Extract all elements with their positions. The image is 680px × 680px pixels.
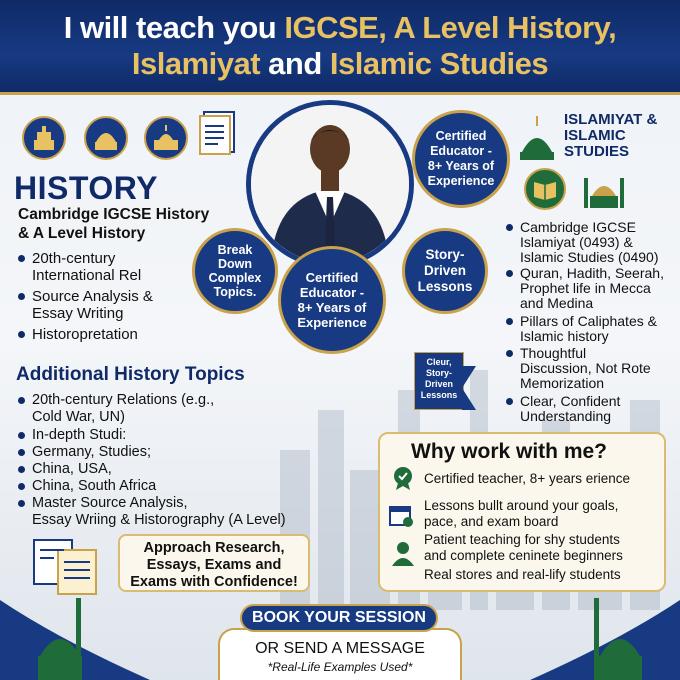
- bullet-line: Cold War, UN): [32, 409, 125, 425]
- bubble-line: Driven: [423, 263, 467, 278]
- mosque-silhouette-right: [530, 560, 680, 680]
- history-bullet: [18, 288, 153, 322]
- bubble-line: Topics.: [213, 285, 257, 299]
- header-text-islamiyat: Islamiyat: [131, 46, 261, 81]
- bubble-line: Break: [217, 243, 253, 257]
- approach-line: Exams with Confidence!: [130, 574, 298, 590]
- bullet-line: Thoughtful: [520, 345, 587, 361]
- header-text-islamic-studies: Islamic Studies: [329, 46, 549, 81]
- bullet-line: Islamic Studies (0490): [520, 249, 659, 265]
- bubble-line: 8+ Years of: [427, 159, 495, 173]
- bubble-line: Certified: [435, 129, 487, 143]
- bullet-line: Discussion, Not Rote: [520, 360, 651, 376]
- ribbon-line: Cleur,: [426, 357, 452, 367]
- break-down-bubble: [192, 228, 278, 314]
- additional-bullet: [18, 444, 151, 461]
- bullet-line: Islamic history: [520, 328, 609, 344]
- dome-icon: [84, 116, 128, 160]
- additional-bullet: [18, 392, 214, 426]
- header-text-white: I will teach you: [63, 10, 285, 45]
- history-title: HISTORY: [14, 170, 158, 206]
- islamiyat-bullet: [506, 394, 680, 424]
- mosque-silhouette-left: [0, 560, 150, 680]
- islamiyat-bullet: [506, 314, 680, 344]
- history-bullet: [18, 250, 141, 284]
- bullet-line: and Medina: [520, 295, 594, 311]
- additional-bullet: [18, 478, 156, 495]
- certified-educator-bubble-center: [278, 246, 386, 354]
- bullet-line: In-depth Studi:: [32, 427, 127, 443]
- why-line: Patient teaching for shy students: [424, 532, 620, 547]
- ribbon-line: Story-: [425, 368, 452, 378]
- why-line: and complete ceninete beginners: [424, 548, 623, 563]
- bullet-line: Understanding: [520, 408, 612, 424]
- why-item-4: Real stores and real-lify students: [424, 567, 621, 582]
- bullet-line: Quran, Hadith, Seerah,: [520, 265, 664, 281]
- ribbon-line: Driven: [424, 379, 453, 389]
- why-item-1: Certified teacher, 8+ years erience: [424, 471, 630, 486]
- ribbon-tail: [462, 366, 476, 410]
- teacher-portrait: [246, 100, 414, 268]
- why-line: pace, and exam board: [424, 514, 559, 529]
- bullet-line: Cambridge IGCSE: [520, 219, 636, 235]
- bullet-line: International Rel: [32, 267, 142, 284]
- certified-educator-bubble-top: [412, 110, 510, 208]
- additional-bullet: [18, 495, 286, 529]
- bullet-line: Essay Writing: [32, 305, 124, 322]
- history-bullet: [18, 326, 138, 343]
- bullet-line: Master Source Analysis,: [32, 495, 188, 511]
- header-text-gold: IGCSE, A Level History,: [284, 10, 617, 45]
- bullet-line: Pillars of Caliphates &: [520, 313, 657, 329]
- story-driven-ribbon: [414, 352, 464, 410]
- bullet-line: Historopretation: [32, 326, 138, 343]
- islamiyat-bullet: [506, 346, 680, 391]
- bullet-line: Memorization: [520, 375, 605, 391]
- bullet-line: Source Analysis &: [32, 288, 153, 305]
- bubble-line: Story-: [425, 247, 465, 262]
- bullet-line: Islamiyat (0493) &: [520, 234, 633, 250]
- header-line-1: [0, 10, 680, 46]
- why-line: Lessons bullt around your goals,: [424, 498, 619, 513]
- medal-icon: [390, 465, 416, 491]
- calendar-icon: [388, 502, 414, 528]
- bubble-line: Experience: [427, 174, 495, 188]
- additional-bullet: [18, 461, 112, 478]
- bullet-line: 20th-century Relations (e.g.,: [32, 392, 215, 408]
- additional-bullet: [18, 427, 126, 444]
- story-driven-bubble: [402, 228, 488, 314]
- approach-line: Essays, Exams and: [146, 557, 282, 573]
- capitol-icon: [144, 116, 188, 160]
- bubble-line: Educator -: [299, 285, 365, 300]
- header-text-and: and: [260, 46, 330, 81]
- header-line-2: [0, 46, 680, 82]
- quran-icon: [524, 168, 566, 210]
- additional-topics-title: Additional History Topics: [16, 364, 245, 385]
- approach-line: Approach Research,: [143, 540, 285, 556]
- bullet-line: China, South Africa: [32, 478, 157, 494]
- bubble-line: Certified: [305, 270, 359, 285]
- title-line: ISLAMIYAT &: [564, 111, 658, 128]
- bullet-line: Prophet life in Mecca: [520, 280, 651, 296]
- document-icon: [198, 110, 238, 156]
- bubble-line: Educator -: [430, 144, 492, 158]
- bullet-line: Clear, Confident: [520, 393, 621, 409]
- bubble-line: Down: [217, 257, 252, 271]
- bullet-line: China, USA,: [32, 461, 112, 477]
- islamiyat-title: [564, 112, 657, 160]
- mosque-minaret-icon: [580, 166, 628, 210]
- bubble-line: 8+ Years of: [297, 300, 367, 315]
- title-line: STUDIES: [564, 143, 630, 160]
- bubble-line: Experience: [297, 315, 367, 330]
- bullet-line: 20th-century: [32, 250, 116, 267]
- ribbon-line: Lessons: [420, 390, 458, 400]
- bullet-line: Germany, Studies;: [32, 444, 152, 460]
- person-icon: [390, 540, 416, 566]
- bubble-line: Complex: [208, 271, 262, 285]
- islamiyat-bullet: [506, 220, 680, 265]
- history-subtitle-1: Cambridge IGCSE History: [18, 206, 210, 223]
- book-session-button[interactable]: BOOK YOUR SESSION: [240, 604, 438, 632]
- examples-note: *Real-Life Examples Used*: [267, 660, 413, 674]
- why-title: Why work with me?: [411, 440, 608, 463]
- bullet-line: Essay Wriing & Historography (A Level): [32, 512, 286, 528]
- building-icon: [22, 116, 66, 160]
- mosque-icon: [516, 112, 558, 162]
- title-line: ISLAMIC: [564, 127, 626, 144]
- islamiyat-bullet: [506, 266, 680, 311]
- history-subtitle-2: & A Level History: [18, 225, 146, 242]
- bubble-line: Lessons: [417, 279, 473, 294]
- send-message-label[interactable]: OR SEND A MESSAGE: [255, 640, 425, 657]
- why-item-2: [424, 498, 618, 530]
